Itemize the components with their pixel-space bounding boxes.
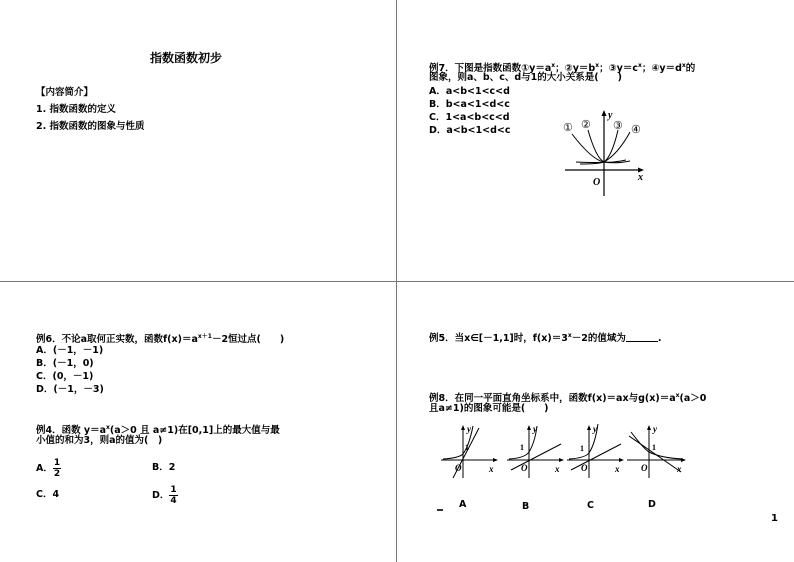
opt-a-label: A． (36, 463, 53, 474)
label-3: ③ (613, 120, 623, 132)
f4-exp: x (681, 62, 686, 69)
graph-c-y-label: y (593, 424, 597, 434)
graph-b-x-label: x (555, 464, 560, 474)
intro-item-1: 1. 指数函数的定义 (36, 104, 117, 115)
ex4-text-b: (a＞0 且 a≠1)在[0,1]上的最大值与最 (109, 425, 280, 436)
label-4: ④ (631, 124, 641, 136)
ex6-option-d: D．(－1，－3) (36, 384, 104, 395)
y-arrow (602, 110, 607, 116)
choice-b-label: B (522, 501, 530, 512)
ex8-text-b: (a＞0 (679, 393, 707, 404)
graph-b-x-arrow (559, 458, 564, 462)
ex8-exp: x (675, 392, 680, 399)
ex6-option-b: B．(－1，0) (36, 358, 94, 369)
ex4-option-a (36, 458, 61, 479)
answer-blank (626, 332, 658, 342)
opt-d-num: 1 (170, 485, 177, 495)
example-4-line2: 小值的和为3，则a的值为( ) (36, 435, 163, 446)
graph-b-one: 1 (520, 443, 524, 452)
ex5-exp: x (567, 332, 572, 339)
graph-a-y-arrow (461, 425, 465, 430)
slide-2 (397, 0, 794, 281)
f2: ；②y＝b (555, 63, 596, 74)
stray-mark (437, 509, 443, 511)
example-5-question (429, 330, 661, 345)
graph-a (439, 422, 501, 480)
slide-title: 指数函数初步 (150, 51, 223, 65)
exponential-graph (560, 100, 660, 200)
opt-a-num: 1 (53, 458, 61, 468)
graph-b (505, 422, 567, 480)
ex8-text-a: 例8．在同一平面直角坐标系中，函数f(x)＝ax与g(x)＝a (429, 393, 676, 404)
choice-a-label: A (459, 499, 467, 510)
graph-c (565, 422, 627, 480)
graph-a-origin: O (455, 463, 462, 473)
ex4-exp: x (106, 424, 110, 431)
opt-a-den: 2 (53, 469, 61, 479)
ex5-text-b: －2的值域为 (571, 333, 626, 344)
example-8-line2: 且a≠1)的图象可能是( ) (429, 403, 549, 414)
graph-b-y-label: y (533, 424, 537, 434)
q-prefix: 例7．下图是指数函数 (429, 63, 522, 74)
intro-heading: 【内容简介】 (36, 87, 94, 98)
option-c: C．1<a<b<c<d (429, 112, 510, 123)
f4: ；④y＝d (641, 63, 682, 74)
label-1: ① (563, 122, 573, 134)
ex6-exp: x＋1 (197, 333, 212, 340)
graph-c-one: 1 (580, 444, 584, 453)
graph-a-y-label: y (467, 424, 471, 434)
ex6-tail: －2恒过点( ) (211, 334, 285, 345)
axis-x-label: x (638, 172, 643, 183)
graph-a-x-label: x (489, 464, 494, 474)
intro-item-2: 2. 指数函数的图象与性质 (36, 121, 145, 132)
graph-d-one: 1 (652, 443, 656, 452)
page-number: 1 (771, 513, 778, 524)
graph-c-x-arrow (619, 458, 624, 462)
ex4-option-d (152, 485, 178, 506)
slide-3 (0, 282, 396, 562)
graph-b-line (511, 444, 561, 470)
ex6-text: 例6．不论a取何正实数，函数f(x)＝a (36, 334, 198, 345)
ex5-text-a: 例5．当x∈[－1,1]时，f(x)＝3 (429, 333, 568, 344)
opt-d-den: 4 (170, 496, 177, 506)
ex4-option-c: C．4 (36, 489, 60, 500)
curve-1 (572, 134, 626, 162)
graph-c-y-arrow (587, 425, 591, 430)
ex4-option-b: B．2 (152, 462, 176, 473)
graph-c-line (571, 444, 621, 470)
f1-exp: x (551, 62, 556, 69)
f-suffix: 的 (685, 63, 696, 74)
graph-c-origin: O (581, 463, 588, 473)
option-b: B．b<a<1<d<c (429, 99, 510, 110)
example-6-question (36, 331, 284, 346)
choice-c-label: C (587, 500, 594, 511)
graph-d-x-label: x (677, 464, 682, 474)
graph-d-origin: O (641, 463, 648, 473)
opt-d-label: D． (152, 490, 170, 501)
fraction-a (53, 458, 61, 479)
graph-d-y-arrow (647, 425, 651, 430)
graph-c-x-label: x (615, 464, 620, 474)
ex5-text-c: . (657, 333, 662, 344)
fraction-d (169, 485, 177, 506)
ex6-option-c: C．(0，－1) (36, 371, 94, 382)
ex6-option-a: A．(－1，－1) (36, 345, 104, 356)
origin-label: O (593, 177, 601, 188)
option-d: D．a<b<1<d<c (429, 125, 511, 136)
graph-a-x-arrow (493, 458, 498, 462)
curve-4 (580, 132, 630, 164)
f2-exp: x (595, 62, 600, 69)
graph-d (625, 422, 689, 480)
choice-d-label: D (648, 499, 656, 510)
graph-b-origin: O (521, 463, 528, 473)
graph-b-y-arrow (527, 425, 531, 430)
slide-4 (397, 282, 794, 562)
f1: ①y＝a (521, 63, 552, 74)
graph-d-line (629, 436, 681, 472)
label-2: ② (581, 119, 591, 131)
ex4-text-a: 例4．函数 y＝a (36, 425, 107, 436)
f3-exp: x (637, 62, 642, 69)
axis-y-label: y (608, 110, 613, 121)
option-a: A．a<b<1<c<d (429, 86, 510, 97)
example-7-line2: 图象，则a、b、c、d与1的大小关系是( ) (429, 72, 622, 83)
f3: ；③y＝c (599, 63, 638, 74)
graph-a-one: 1 (465, 443, 469, 452)
graph-d-y-label: y (653, 424, 657, 434)
slide-1 (0, 0, 396, 281)
